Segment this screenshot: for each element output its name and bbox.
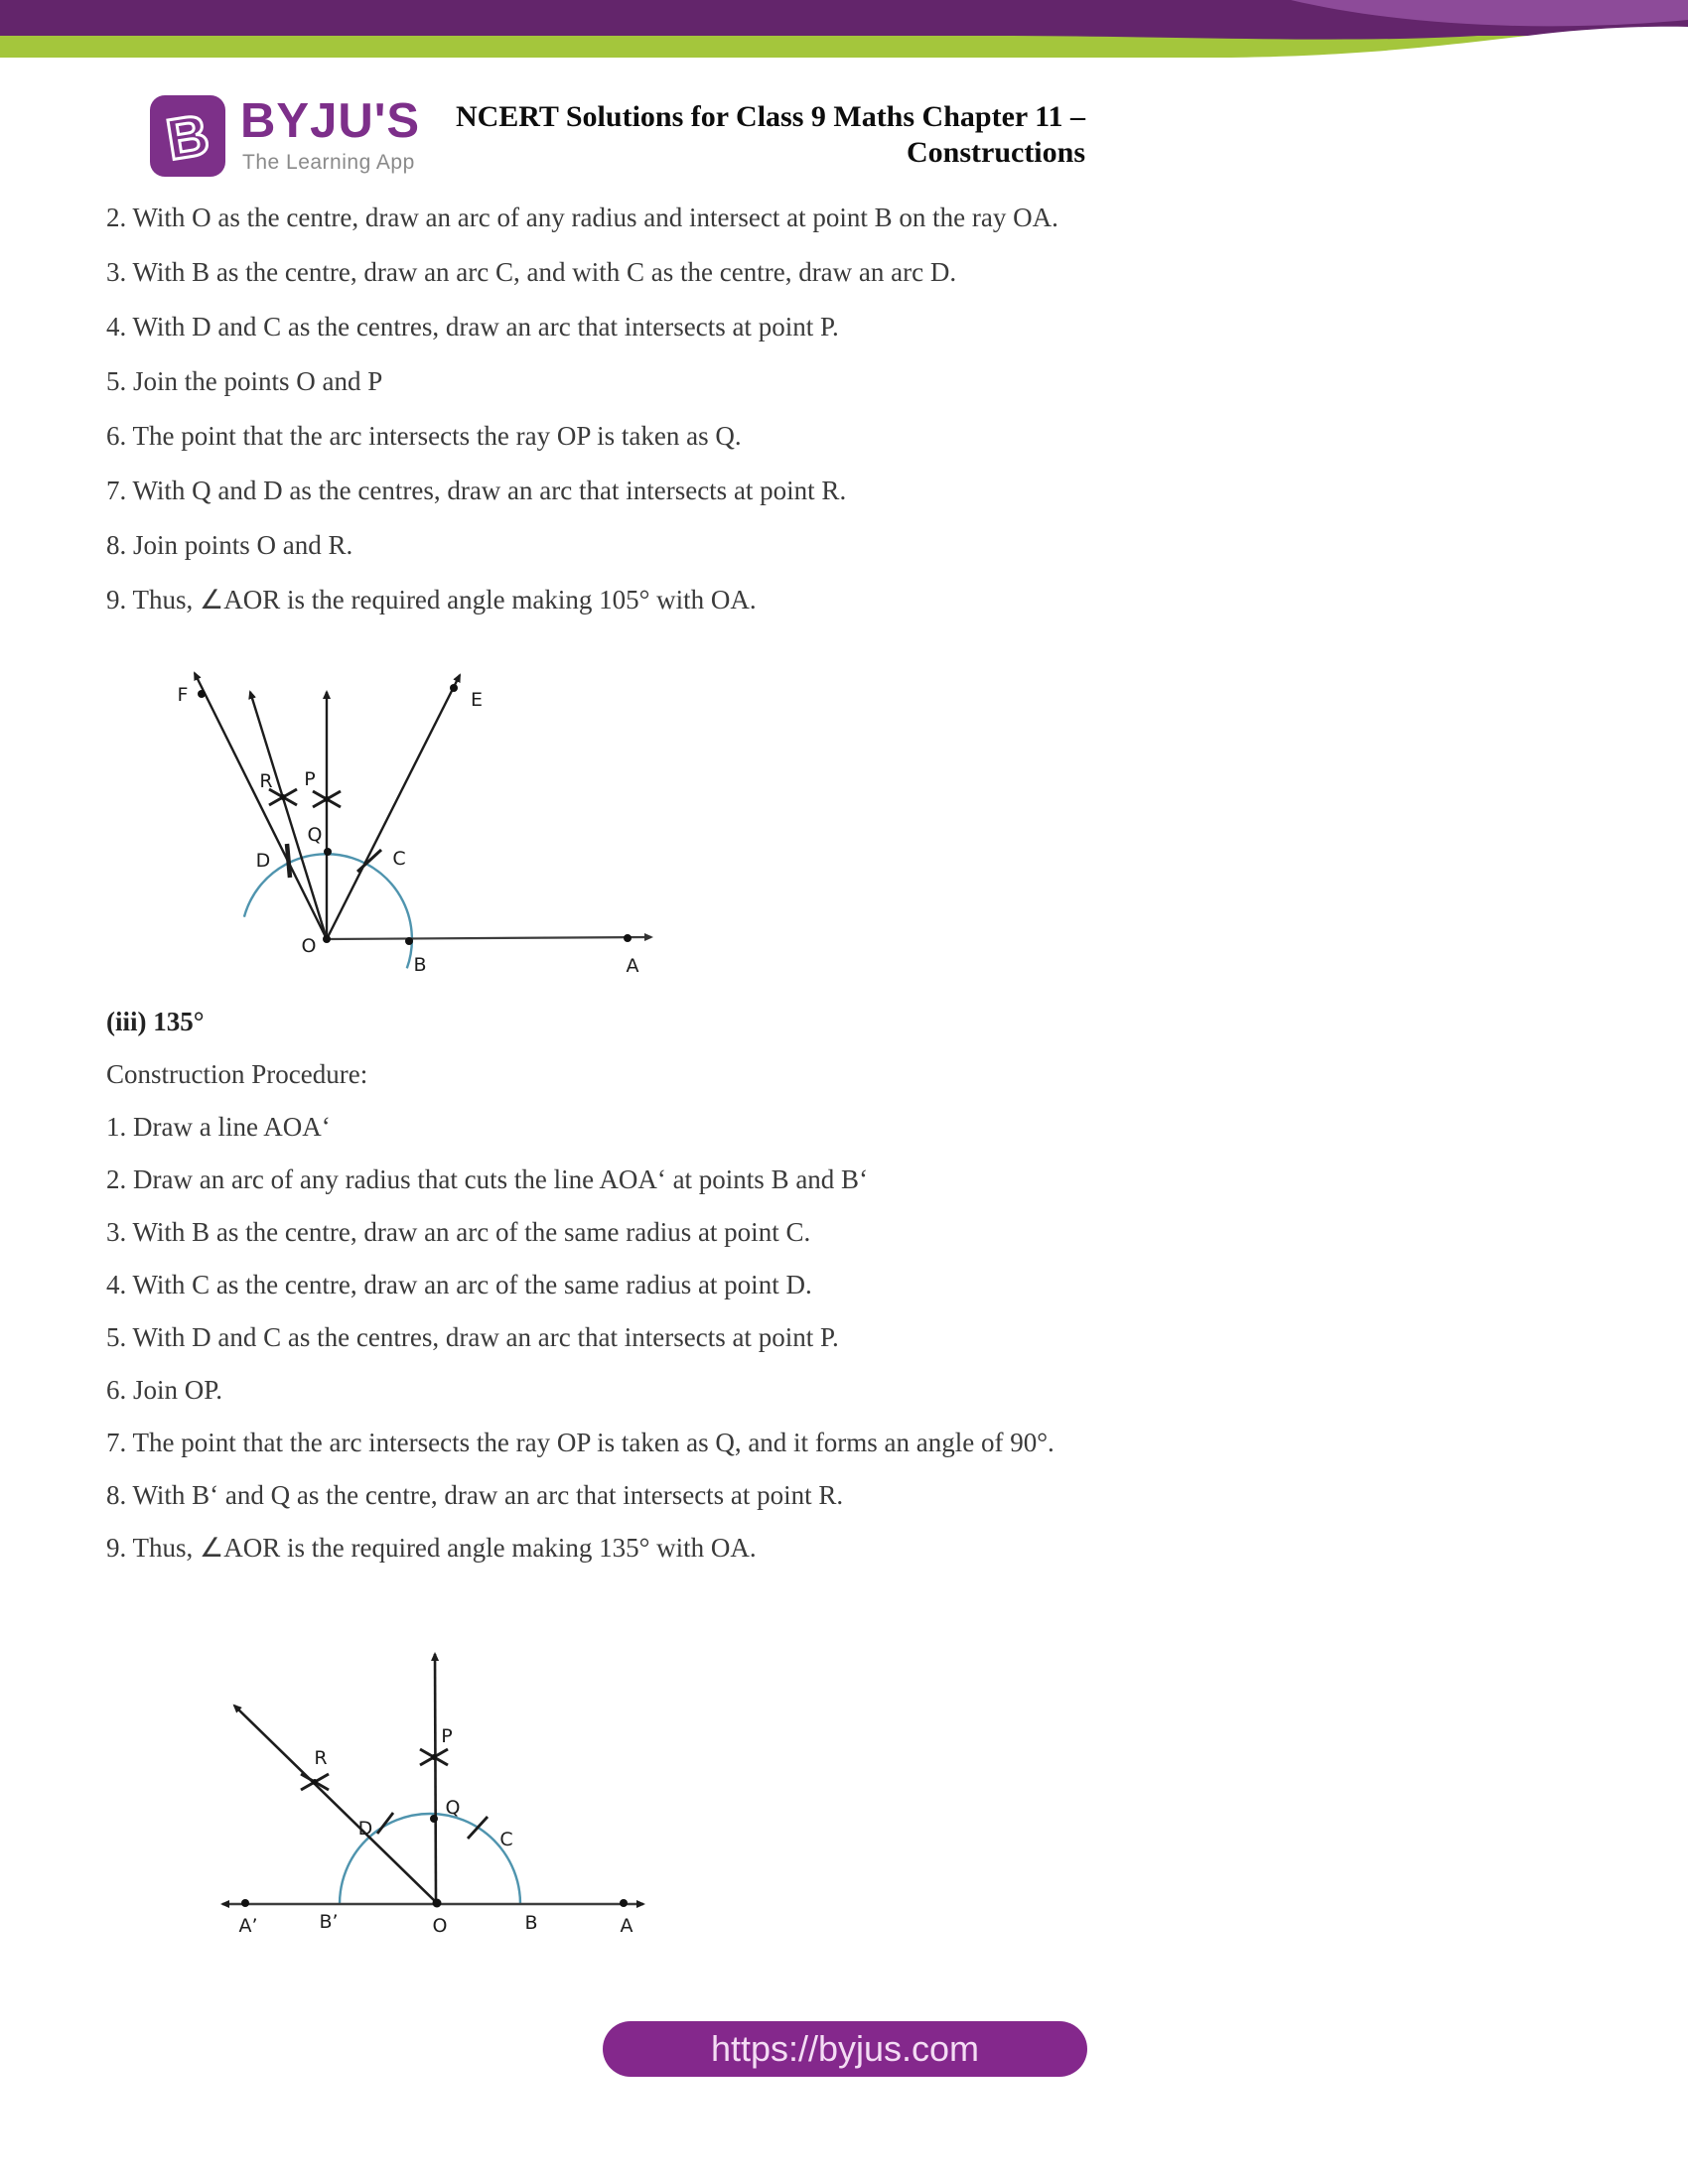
label-a: A [620,1915,633,1937]
point-b [405,937,413,945]
label-p: P [441,1725,453,1747]
construction-step: 9. Thus, ∠AOR is the required angle making 105° with OA. [106,585,757,614]
logo-tagline: The Learning App [242,151,415,174]
label-q: Q [307,824,323,846]
ray-or [234,1706,437,1903]
label-q: Q [445,1797,461,1819]
label-a: A [626,955,639,977]
construction-step: 3. With B as the centre, draw an arc C, and with C as the centre, draw an arc D. [106,257,957,287]
ray-or [250,692,327,939]
construction-step: 3. With B as the centre, draw an arc of the same radius at point C. [106,1217,811,1247]
label-b: B [524,1912,538,1934]
point-a [620,1899,628,1907]
point-r [280,794,286,800]
construction-step: 4. With C as the centre, draw an arc of the same radius at point D. [106,1270,812,1299]
point-p [324,796,330,802]
label-r: R [259,770,273,792]
point-f [198,690,206,698]
steps-105-block [106,191,1248,627]
point-a [624,934,632,942]
ray-of [195,673,327,939]
construction-step: 5. Join the points O and P [106,366,383,396]
diagram-135-construction [179,1638,675,1946]
label-c: C [499,1829,513,1850]
label-d: D [357,1818,373,1840]
section-135-block [106,996,1248,1574]
ray-op [435,1654,436,1903]
ray-oa [327,937,651,939]
construction-step: 8. With B‘ and Q as the centre, draw an arc that intersects at point R. [106,1480,844,1510]
construction-step: 5. With D and C as the centres, draw an arc that intersects at point P. [106,1322,839,1352]
point-o [323,935,331,943]
byjus-url-button[interactable]: https://byjus.com [603,2021,1087,2077]
label-b: B [413,954,427,976]
construction-step: 2. Draw an arc of any radius that cuts the line AOA‘ at points B and B‘ [106,1164,869,1194]
point-q [324,848,332,856]
byjus-logo-icon [149,93,230,181]
arc-tick-d [287,844,290,878]
section-subheading: Construction Procedure: [106,1059,368,1089]
point-e [450,684,458,692]
construction-step: 1. Draw a line AOA‘ [106,1112,331,1142]
section-heading: (iii) 135° [106,1007,205,1036]
label-b-prime: B’ [319,1911,339,1933]
ray-oe [327,675,460,939]
header-banner [0,0,1688,71]
diagram-105-construction [139,645,675,988]
page-title-line1: NCERT Solutions for Class 9 Maths Chapter 11 – [455,100,1085,133]
label-f: F [177,684,189,706]
construction-step: 6. The point that the arc intersects the ray OP is taken as Q. [106,421,742,451]
label-d: D [255,850,271,872]
point-r [312,1779,318,1785]
construction-step: 9. Thus, ∠AOR is the required angle making 135° with OA. [106,1533,757,1563]
construction-step: 7. The point that the arc intersects the ray OP is taken as Q, and it forms an angle of 90°. [106,1428,1055,1457]
point-a-prime [241,1899,249,1907]
arc-tick-c [468,1817,488,1839]
label-o: O [432,1915,448,1937]
label-e: E [470,689,484,711]
label-o: O [301,935,317,957]
label-r: R [314,1747,328,1769]
point-q [430,1815,438,1823]
construction-step: 6. Join OP. [106,1375,223,1405]
page-title-line2: Constructions [906,136,1085,169]
logo-brand-text: BYJU'S [240,94,421,148]
construction-step: 7. With Q and D as the centres, draw an arc that intersects at point R. [106,476,847,505]
construction-step: 8. Join points O and R. [106,530,353,560]
label-c: C [392,848,406,870]
point-p [431,1754,437,1760]
construction-step: 4. With D and C as the centres, draw an arc that intersects at point P. [106,312,839,341]
point-o [433,1899,442,1908]
construction-step: 2. With O as the centre, draw an arc of any radius and intersect at point B on the ray OA. [106,203,1058,232]
page-title [370,99,1085,171]
logo-b-glyph: B [162,102,213,173]
label-a-prime: A’ [238,1915,258,1937]
label-p: P [304,768,316,790]
